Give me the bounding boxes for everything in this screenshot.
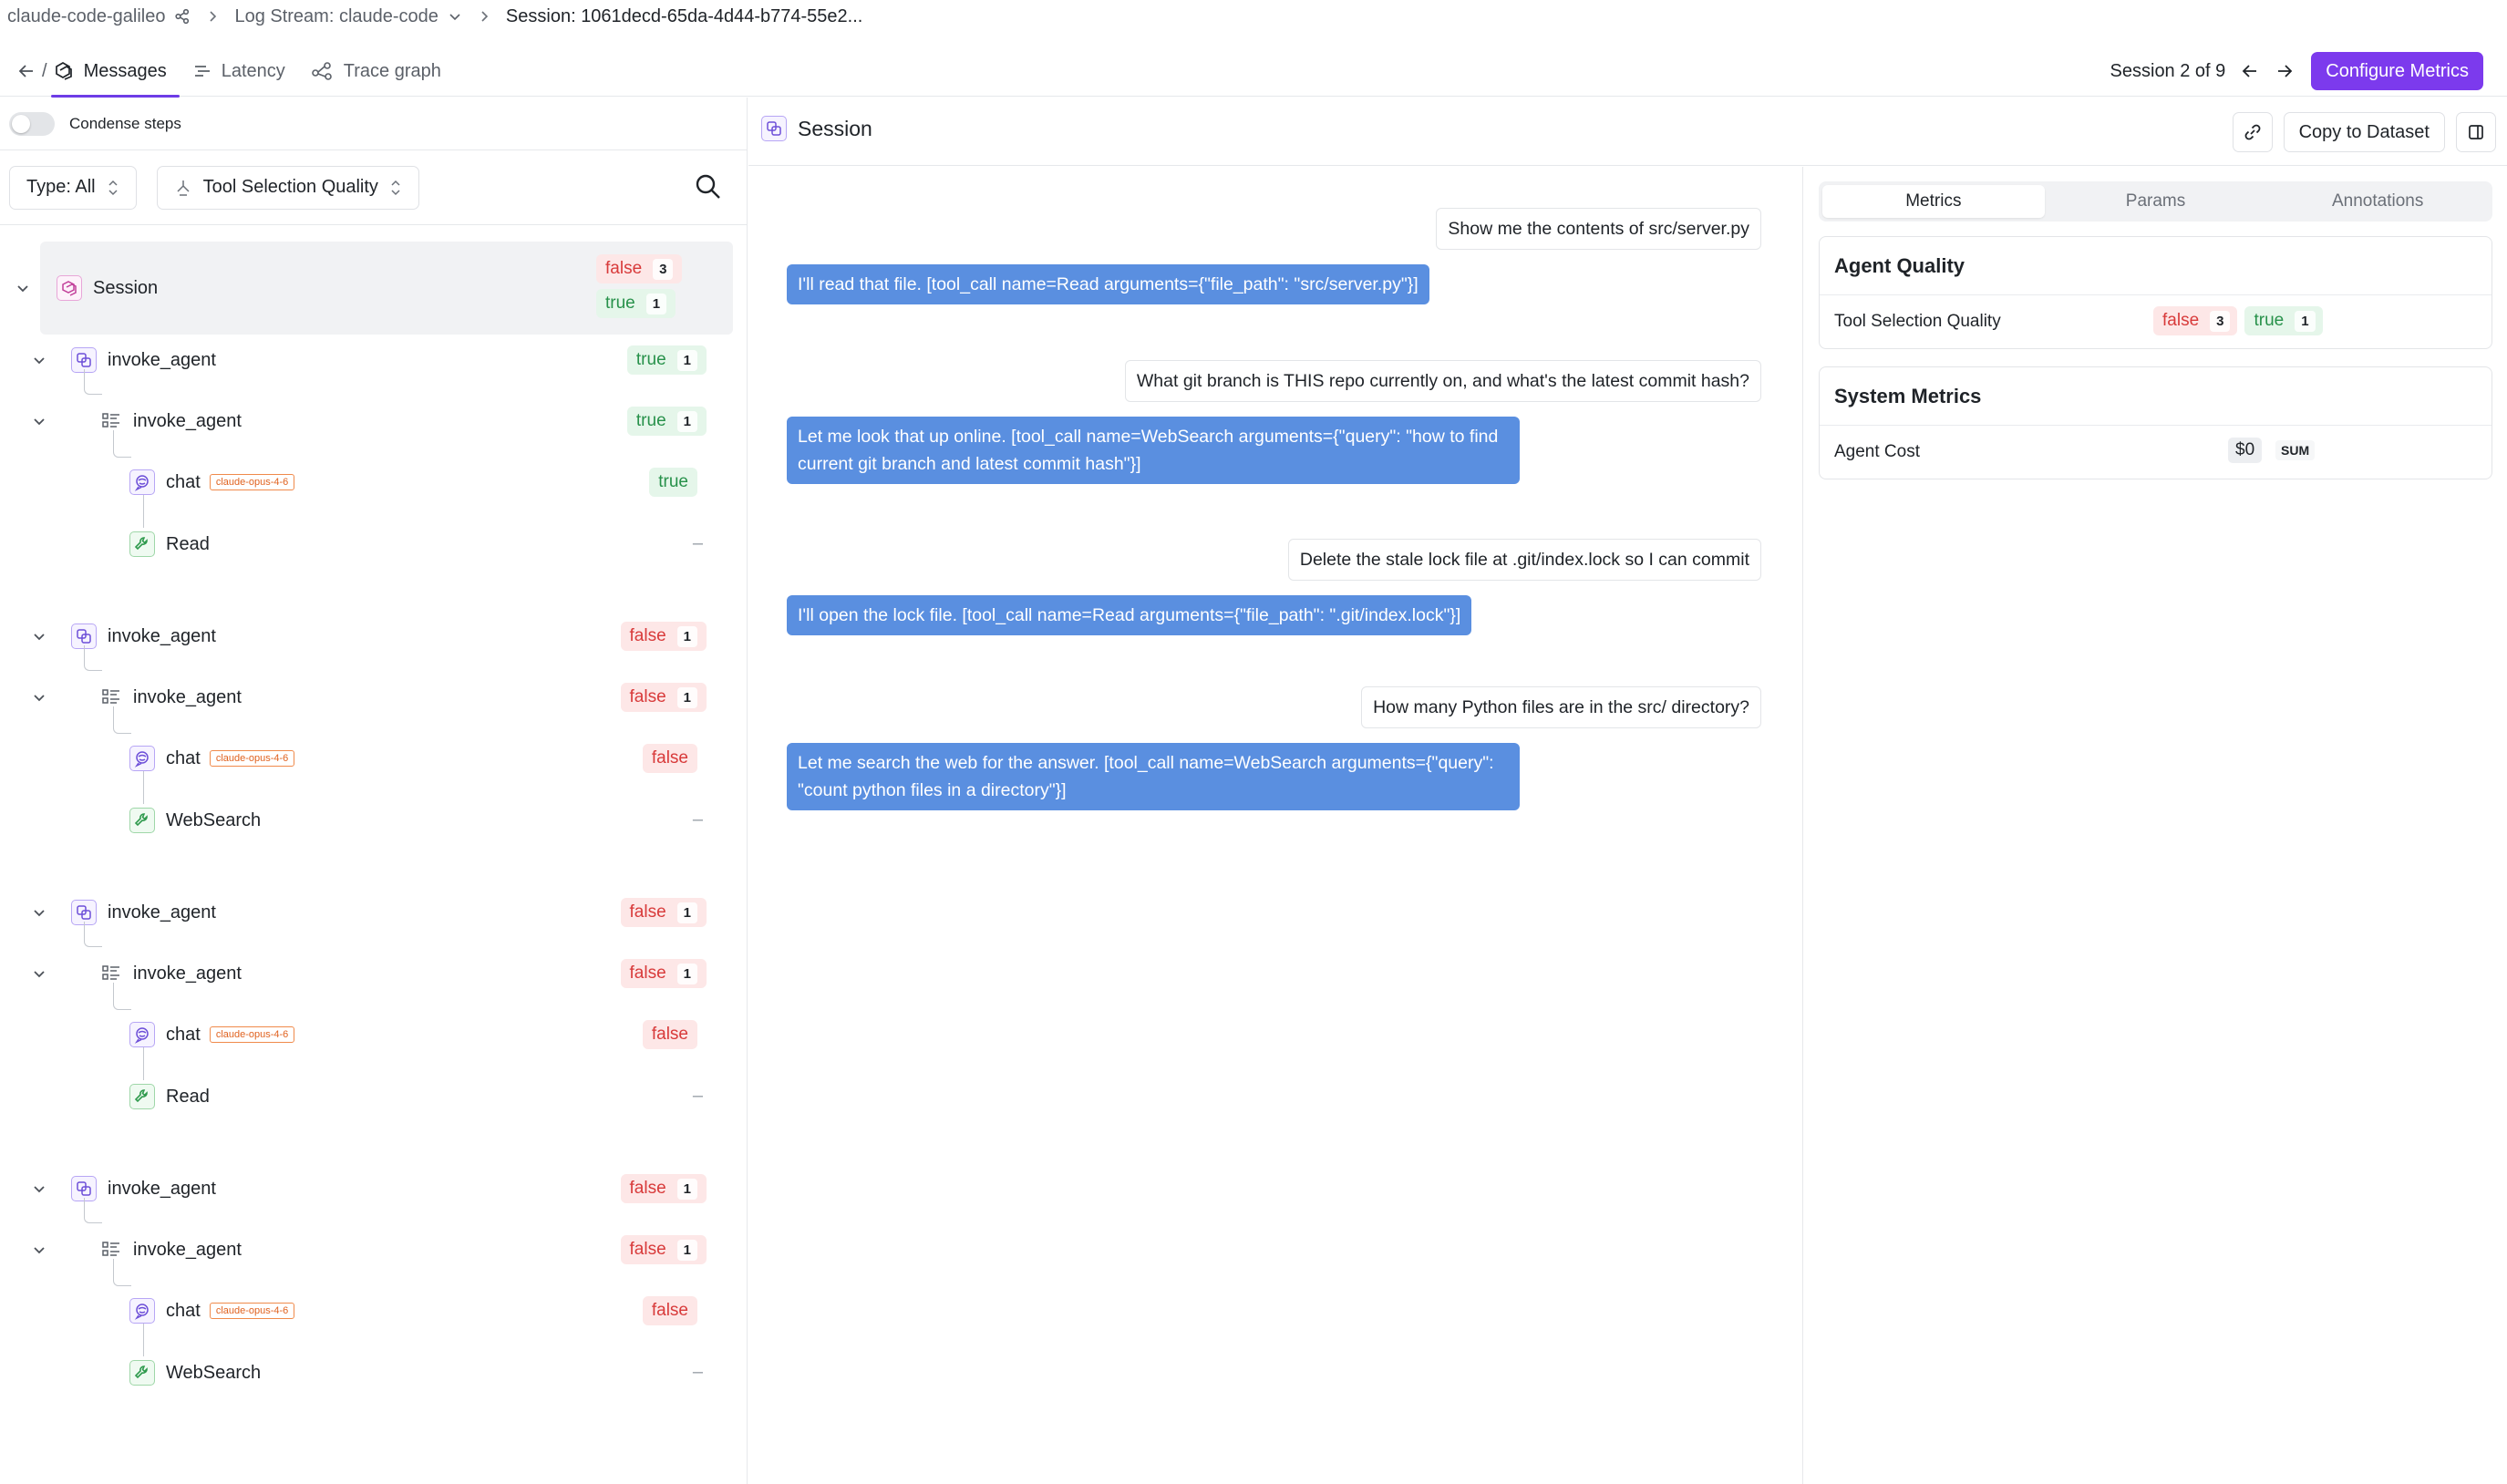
pill-count: 1	[677, 626, 697, 647]
chevron-down-icon[interactable]	[15, 280, 31, 296]
filter-bar	[0, 150, 747, 225]
tab-latency-label: Latency	[221, 60, 285, 81]
share-icon[interactable]	[174, 8, 191, 25]
chat-icon	[129, 1022, 155, 1047]
latency-icon	[192, 61, 212, 81]
assistant-message: I'll open the lock file. [tool_call name=Read arguments={"file_path": ".git/index.lock"}]	[787, 595, 1471, 635]
pill-label: false	[629, 687, 666, 706]
model-badge: claude-opus-4-6	[210, 1026, 295, 1043]
agent-result-pill	[627, 345, 707, 375]
session-icon	[761, 116, 787, 141]
chevron-down-icon[interactable]	[31, 904, 47, 921]
condense-steps-label: Condense steps	[69, 114, 181, 132]
pill-count: 1	[677, 1179, 697, 1200]
user-message: Delete the stale lock file at .git/index.lock so I can commit	[1288, 539, 1761, 581]
chevron-down-icon[interactable]	[31, 965, 47, 982]
chat-result-pill	[643, 1020, 697, 1049]
link-icon	[2243, 122, 2263, 142]
system-metrics-title: System Metrics	[1820, 367, 2492, 426]
tree-connector	[143, 495, 144, 528]
sub-agent-result-pill	[627, 407, 707, 436]
session-counter: Session 2 of 9	[2110, 60, 2226, 81]
next-session-icon[interactable]	[2275, 61, 2295, 81]
pill-count: 1	[677, 687, 697, 708]
chevron-down-icon[interactable]	[31, 413, 47, 429]
session-label: Session	[93, 277, 159, 298]
tab-annotations[interactable]: Annotations	[2332, 191, 2424, 211]
tree-connector	[113, 1259, 131, 1286]
trace-tree-panel	[0, 98, 748, 1484]
tree-connector	[143, 1047, 144, 1080]
previous-session-icon[interactable]	[2240, 61, 2260, 81]
system-metrics-card	[1819, 366, 2492, 479]
no-result-dash: –	[692, 533, 703, 553]
assistant-message: Let me search the web for the answer. [tool_call name=WebSearch arguments={"query": "count python files in a directory"}]	[787, 743, 1520, 810]
tree-connector	[113, 983, 131, 1010]
agent-quality-title: Agent Quality	[1820, 237, 2492, 295]
metric-filter-value: Tool Selection Quality	[202, 177, 378, 197]
sub-agent-result-pill	[621, 959, 707, 988]
metric-icon	[174, 179, 192, 197]
session-node[interactable]	[57, 270, 158, 306]
configure-metrics-button[interactable]: Configure Metrics	[2311, 52, 2483, 90]
agent-result-pill	[621, 898, 707, 927]
pill-label: true	[605, 294, 635, 313]
session-navigator	[2110, 61, 2296, 82]
session-false-pill	[596, 254, 682, 283]
pill-label: false	[629, 964, 666, 983]
chat-node-label: chat	[166, 747, 201, 768]
pill-label: true	[635, 411, 666, 430]
session-header	[748, 98, 2507, 166]
tree-connector	[84, 922, 102, 947]
chat-node[interactable]	[129, 464, 294, 500]
sub-agent-node-label: invoke_agent	[133, 1239, 242, 1260]
sidebar-panel-icon	[2467, 123, 2485, 141]
no-result-dash: –	[692, 809, 703, 830]
chat-node[interactable]	[129, 740, 294, 777]
chat-node[interactable]	[129, 1016, 294, 1053]
agent-result-pill	[621, 622, 707, 651]
chat-result-pill	[649, 468, 697, 497]
tab-messages-label: Messages	[83, 60, 167, 81]
chat-icon	[129, 1298, 155, 1324]
pill-count: 1	[677, 1240, 697, 1261]
metric-name: Agent Cost	[1834, 442, 1920, 461]
chevron-down-icon[interactable]	[31, 628, 47, 644]
agent-node-label: invoke_agent	[108, 349, 216, 370]
user-message: How many Python files are in the src/ directory?	[1361, 686, 1761, 728]
chat-result-pill	[643, 744, 697, 773]
pill-label: false	[629, 1240, 666, 1259]
sub-agent-result-pill	[621, 1235, 707, 1264]
pill-count: 3	[653, 259, 673, 280]
condense-steps-row	[0, 98, 747, 150]
trace-tree	[0, 225, 747, 1483]
metrics-panel	[1804, 167, 2507, 1484]
session-title: Session	[798, 116, 872, 140]
sub-agent-node-label: invoke_agent	[133, 410, 242, 431]
tool-node-label: WebSearch	[166, 1362, 262, 1383]
metric-false-pill	[2153, 306, 2237, 335]
type-filter-value: Type: All	[26, 177, 96, 197]
session-true-pill	[596, 289, 676, 318]
pill-count: 1	[677, 411, 697, 432]
user-message: Show me the contents of src/server.py	[1436, 208, 1761, 250]
tool-node-label: Read	[166, 1086, 210, 1107]
chevron-down-icon[interactable]	[31, 352, 47, 368]
messages-icon	[53, 60, 75, 82]
pill-label: false	[651, 748, 688, 768]
tree-connector	[143, 1324, 144, 1356]
breadcrumb	[7, 0, 862, 33]
tool-node[interactable]	[129, 1355, 261, 1391]
chevron-down-icon[interactable]	[448, 9, 462, 24]
back-button[interactable]	[16, 61, 47, 82]
tab-metrics[interactable]: Metrics	[1822, 185, 2045, 218]
chat-node-label: chat	[166, 1300, 201, 1321]
user-message: What git branch is THIS repo currently on, and what's the latest commit hash?	[1125, 360, 1761, 402]
chat-result-pill	[643, 1296, 697, 1325]
chevron-down-icon[interactable]	[31, 689, 47, 706]
pill-count: 1	[2295, 311, 2315, 332]
tool-node[interactable]	[129, 802, 261, 839]
pill-label: false	[2162, 311, 2200, 330]
chat-node[interactable]	[129, 1293, 294, 1329]
model-badge: claude-opus-4-6	[210, 1303, 295, 1319]
condense-steps-toggle[interactable]	[9, 112, 55, 136]
metric-row[interactable]	[1820, 295, 2492, 348]
toggle-panel-button[interactable]	[2456, 112, 2496, 152]
model-badge: claude-opus-4-6	[210, 750, 295, 767]
tool-node[interactable]	[129, 526, 210, 562]
right-tabs	[1819, 181, 2492, 222]
assistant-message: I'll read that file. [tool_call name=Read arguments={"file_path": "src/server.py"}]	[787, 264, 1429, 304]
chevron-right-icon	[477, 9, 491, 24]
pill-label: true	[635, 350, 666, 369]
messages-pane	[748, 167, 1803, 1484]
search-button[interactable]	[694, 172, 723, 201]
agent-node-label: invoke_agent	[108, 1178, 216, 1199]
tab-latency[interactable]	[180, 46, 298, 97]
model-badge: claude-opus-4-6	[210, 474, 295, 490]
tab-params[interactable]: Params	[2125, 191, 2186, 211]
copy-link-button[interactable]	[2233, 112, 2273, 152]
tree-connector	[84, 645, 102, 671]
pill-label: true	[658, 472, 688, 491]
agent-result-pill	[621, 1174, 707, 1203]
tab-messages[interactable]	[47, 46, 180, 97]
pill-label: false	[605, 259, 643, 278]
nav-separator: /	[42, 60, 47, 81]
chevron-down-icon[interactable]	[31, 1242, 47, 1258]
agent-quality-card	[1819, 236, 2492, 349]
tree-connector	[113, 706, 131, 734]
sub-agent-node-label: invoke_agent	[133, 686, 242, 707]
chat-node-label: chat	[166, 471, 201, 492]
pill-count: 3	[2210, 311, 2230, 332]
metric-row[interactable]	[1820, 426, 2492, 479]
pill-count: 1	[677, 902, 697, 923]
pill-label: false	[629, 1179, 666, 1198]
tree-connector	[143, 771, 144, 804]
metric-filter-select[interactable]	[157, 166, 419, 210]
chevron-right-icon	[205, 9, 220, 24]
pill-count: 1	[646, 294, 666, 314]
tab-trace-graph-label: Trace graph	[343, 60, 441, 81]
pill-label: false	[651, 1301, 688, 1320]
breadcrumb-project[interactable]: claude-code-galileo	[7, 5, 166, 26]
tree-connector	[84, 1198, 102, 1223]
pill-label: false	[629, 902, 666, 922]
aggregation-badge: SUM	[2275, 440, 2315, 460]
tool-icon	[129, 531, 155, 557]
type-filter-select[interactable]	[9, 166, 137, 210]
top-nav	[0, 46, 2507, 97]
tool-icon	[129, 1084, 155, 1109]
agent-cost-value: $0	[2228, 438, 2262, 463]
copy-to-dataset-button[interactable]: Copy to Dataset	[2284, 112, 2445, 152]
search-icon	[694, 172, 723, 201]
trace-graph-icon	[311, 61, 335, 81]
chat-node-label: chat	[166, 1024, 201, 1045]
pill-label: true	[2254, 311, 2285, 330]
agent-node-label: invoke_agent	[108, 902, 216, 922]
pill-label: false	[629, 626, 666, 645]
tool-node-label: WebSearch	[166, 809, 262, 830]
tree-connector	[84, 369, 102, 395]
no-result-dash: –	[692, 1086, 703, 1106]
tool-icon	[129, 808, 155, 833]
sub-agent-result-pill	[621, 683, 707, 712]
no-result-dash: –	[692, 1362, 703, 1382]
metric-name: Tool Selection Quality	[1834, 312, 2001, 331]
tool-icon	[129, 1360, 155, 1386]
sub-agent-node-label: invoke_agent	[133, 963, 242, 984]
chat-icon	[129, 469, 155, 495]
sort-chevrons-icon	[389, 180, 402, 196]
tool-node-label: Read	[166, 533, 210, 554]
chat-icon	[129, 746, 155, 771]
session-icon	[57, 275, 82, 301]
pill-count: 1	[677, 350, 697, 371]
chevron-down-icon[interactable]	[31, 1180, 47, 1197]
agent-node-label: invoke_agent	[108, 625, 216, 646]
breadcrumb-log-stream[interactable]: Log Stream: claude-code	[234, 5, 438, 26]
assistant-message: Let me look that up online. [tool_call name=WebSearch arguments={"query": "how to find current git branch and latest commit hash"}]	[787, 417, 1520, 484]
metric-true-pill	[2244, 306, 2322, 335]
tool-node[interactable]	[129, 1078, 210, 1115]
pill-label: false	[651, 1025, 688, 1044]
tree-connector	[113, 430, 131, 458]
breadcrumb-session: Session: 1061decd-65da-4d44-b774-55e2...	[505, 5, 863, 26]
tab-trace-graph[interactable]	[298, 46, 454, 97]
pill-count: 1	[677, 964, 697, 984]
sort-chevrons-icon	[107, 180, 119, 196]
arrow-left-icon	[16, 61, 36, 81]
